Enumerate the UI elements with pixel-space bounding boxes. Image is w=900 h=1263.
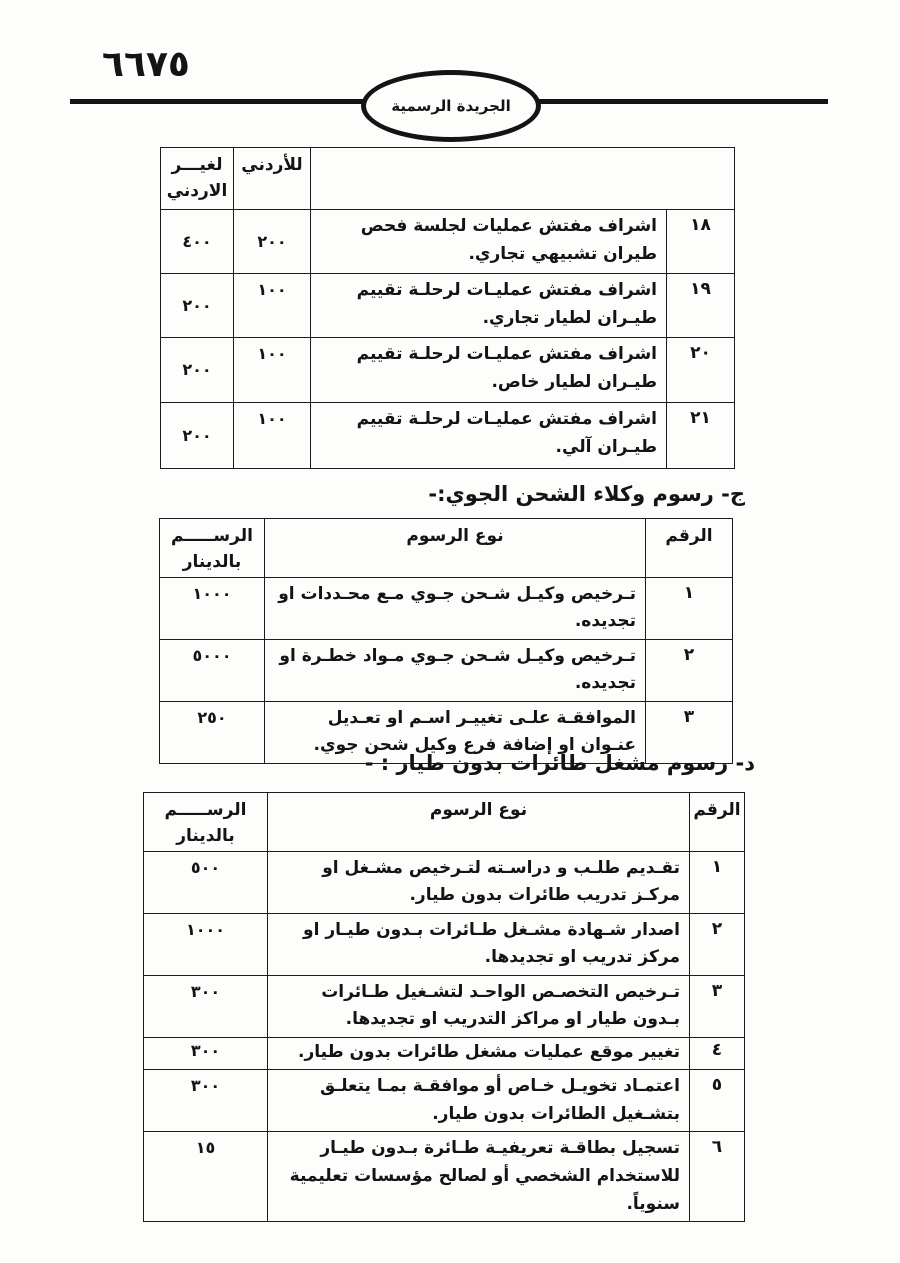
fee-description: الموافقـة علـى تغييـر اسـم او تعـديل عنـوان او إضافة فرع وكيل شحن جوي.	[265, 701, 646, 763]
table-row	[144, 1070, 745, 1132]
row-number: ١٩	[667, 274, 735, 338]
fee-amount: ٢٥٠	[160, 701, 265, 763]
table-row	[144, 851, 745, 913]
table-row	[161, 274, 735, 338]
fee-jordanian: ٢٠٠	[234, 210, 311, 274]
fee-amount: ٥٠٠	[144, 851, 268, 913]
fee-amount: ١٠٠٠	[144, 913, 268, 975]
section-c-title: ج- رسوم وكلاء الشحن الجوي:-	[428, 482, 745, 506]
fee-amount: ٣٠٠	[144, 1037, 268, 1070]
fee-amount: ٣٠٠	[144, 975, 268, 1037]
header-fee-type: نوع الرسوم	[265, 519, 646, 578]
fee-jordanian: ١٠٠	[234, 274, 311, 338]
fee-non-jordanian: ٢٠٠	[161, 274, 234, 338]
table-row	[161, 338, 735, 403]
section-d-title: د- رسوم مشغل طائرات بدون طيار : -	[364, 751, 755, 775]
fee-non-jordanian: ٢٠٠	[161, 403, 234, 469]
row-number: ٢٠	[667, 338, 735, 403]
table-row	[160, 577, 733, 639]
row-number: ١	[646, 577, 733, 639]
header-jordanian: للأردني	[234, 148, 311, 210]
gazette-masthead	[361, 70, 541, 142]
fee-non-jordanian: ٤٠٠	[161, 210, 234, 274]
table-header-row	[160, 519, 733, 578]
table-row	[144, 1132, 745, 1222]
fee-description: تـرخيص وكيـل شـحن جـوي مـواد خطـرة او تجديده.	[265, 639, 646, 701]
header-number: الرقم	[690, 793, 745, 852]
fee-jordanian: ١٠٠	[234, 338, 311, 403]
inspector-fees-table	[160, 147, 735, 469]
table-row	[160, 639, 733, 701]
table-row	[144, 1037, 745, 1070]
fee-description: اعتمـاد تخويـل خـاص أو موافقـة بمـا يتعلـق بتشـغيل الطائرات بدون طيار.	[268, 1070, 690, 1132]
fee-description: تـرخيص التخصـص الواحـد لتشـغيل طـائرات بـدون طيار او مراكز التدريب او تجديدها.	[268, 975, 690, 1037]
fee-amount: ٣٠٠	[144, 1070, 268, 1132]
fee-description: اصدار شـهادة مشـغل طـائرات بـدون طيـار او مركز تدريب او تجديدها.	[268, 913, 690, 975]
header-number: الرقم	[646, 519, 733, 578]
row-number: ٢	[646, 639, 733, 701]
air-cargo-agents-fees-table	[159, 518, 733, 764]
fee-description: اشراف مفتش عمليـات لرحلـة تقييم طيـران آلي.	[311, 403, 667, 469]
row-number: ٢	[690, 913, 745, 975]
fee-description: اشراف مفتش عمليـات لرحلـة تقييم طيـران لطيار خاص.	[311, 338, 667, 403]
header-fee-type: نوع الرسوم	[268, 793, 690, 852]
row-number: ٥	[690, 1070, 745, 1132]
page-number: ٦٦٧٥	[102, 44, 190, 85]
fee-description: اشراف مفتش عمليـات لرحلـة تقييم طيـران لطيار تجاري.	[311, 274, 667, 338]
fee-non-jordanian: ٢٠٠	[161, 338, 234, 403]
header-non-jordanian: لغيـــر الاردني	[161, 148, 234, 210]
table-row	[161, 403, 735, 469]
row-number: ٦	[690, 1132, 745, 1222]
fee-amount: ٥٠٠٠	[160, 639, 265, 701]
row-number: ٣	[690, 975, 745, 1037]
masthead-title: الجريدة الرسمية	[391, 97, 511, 115]
drone-operator-fees-table	[143, 792, 745, 1222]
header-empty-cell	[311, 148, 735, 210]
table-row	[144, 913, 745, 975]
header-fee-dinar: الرســـــم بالدينار	[144, 793, 268, 852]
fee-description: تقـديم طلـب و دراسـته لتـرخيص مشـغل او مركـز تدريب طائرات بدون طيار.	[268, 851, 690, 913]
row-number: ١٨	[667, 210, 735, 274]
fee-amount: ١٥	[144, 1132, 268, 1222]
fee-description: اشراف مفتش عمليات لجلسة فحص طيران تشبيهي تجاري.	[311, 210, 667, 274]
fee-description: تـرخيص وكيـل شـحن جـوي مـع محـددات او تجديده.	[265, 577, 646, 639]
header-fee-dinar: الرســـــم بالدينار	[160, 519, 265, 578]
row-number: ٤	[690, 1037, 745, 1070]
row-number: ١	[690, 851, 745, 913]
fee-jordanian: ١٠٠	[234, 403, 311, 469]
fee-description: تغيير موقع عمليات مشغل طائرات بدون طيار.	[268, 1037, 690, 1070]
table-header-row	[161, 148, 735, 210]
row-number: ٣	[646, 701, 733, 763]
table-header-row	[144, 793, 745, 852]
fee-description: تسجيل بطاقـة تعريفيـة طـائرة بـدون طيـار للاستخدام الشخصي أو لصالح مؤسسات تعليمية سنوياً.	[268, 1132, 690, 1222]
fee-amount: ١٠٠٠	[160, 577, 265, 639]
row-number: ٢١	[667, 403, 735, 469]
table-row	[144, 975, 745, 1037]
table-row	[161, 210, 735, 274]
